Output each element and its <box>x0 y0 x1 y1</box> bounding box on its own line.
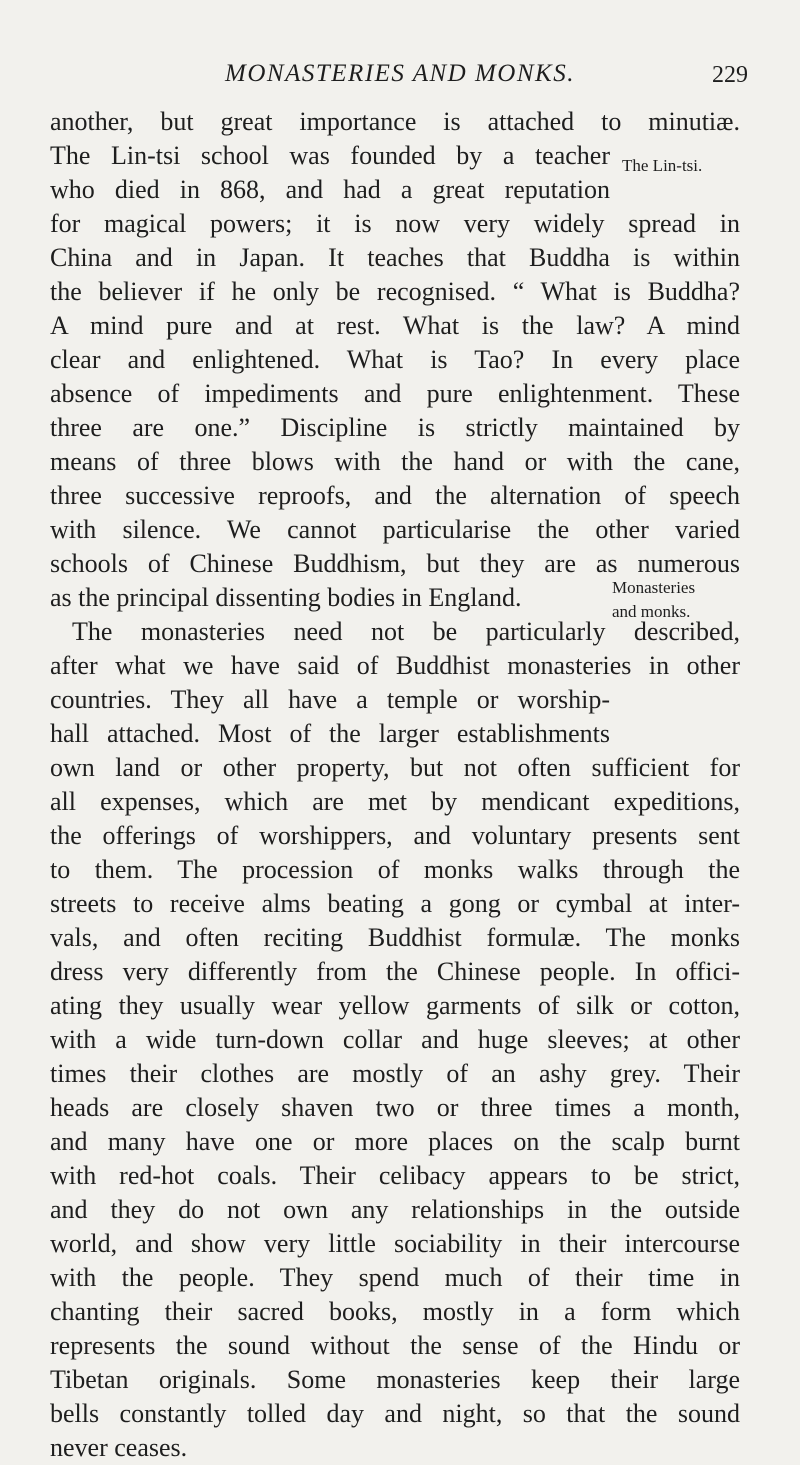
text-line: vals, and often reciting Buddhist formulæ. The monks <box>50 923 740 952</box>
text-line: never ceases. <box>50 1433 188 1462</box>
text-line: The monasteries need not be particularly described, <box>72 617 740 646</box>
text-line: ating they usually wear yellow garments of silk or cotton, <box>50 991 740 1020</box>
text-line: times their clothes are mostly of an ashy grey. Their <box>50 1059 740 1088</box>
body-text <box>50 105 740 1465</box>
text-line: three successive reproofs, and the alternation of speech <box>50 481 740 510</box>
text-line: who died in 868, and had a great reputation <box>50 175 610 204</box>
text-line: absence of impediments and pure enlightenment. These <box>50 379 740 408</box>
text-line: represents the sound without the sense of the Hindu or <box>50 1331 740 1360</box>
text-line: chanting their sacred books, mostly in a form which <box>50 1297 740 1326</box>
text-line: A mind pure and at rest. What is the law? A mind <box>50 311 740 340</box>
text-line: world, and show very little sociability in their intercourse <box>50 1229 740 1258</box>
text-line: and many have one or more places on the scalp burnt <box>50 1127 740 1156</box>
text-line: all expenses, which are met by mendicant expeditions, <box>50 787 740 816</box>
text-line: Tibetan originals. Some monasteries keep their large <box>50 1365 740 1394</box>
text-line: with a wide turn-down collar and huge sleeves; at other <box>50 1025 740 1054</box>
text-line: means of three blows with the hand or with the cane, <box>50 447 740 476</box>
text-line: and they do not own any relationships in the outside <box>50 1195 740 1224</box>
text-line: bells constantly tolled day and night, so that the sound <box>50 1399 740 1428</box>
text-line: clear and enlightened. What is Tao? In every place <box>50 345 740 374</box>
text-line: for magical powers; it is now very widely spread in <box>50 209 740 238</box>
text-line: as the principal dissenting bodies in England. <box>50 583 522 612</box>
running-head <box>0 60 800 90</box>
text-line: China and in Japan. It teaches that Buddha is within <box>50 243 740 272</box>
text-line: dress very differently from the Chinese people. In offici- <box>50 957 740 986</box>
text-line: another, but great importance is attached to minutiæ. <box>50 107 740 136</box>
text-line: after what we have said of Buddhist monasteries in other <box>50 651 740 680</box>
text-line: the believer if he only be recognised. “ What is Buddha? <box>50 277 740 306</box>
text-line: three are one.” Discipline is strictly maintained by <box>50 413 740 442</box>
text-line: with red-hot coals. Their celibacy appears to be strict, <box>50 1161 740 1190</box>
text-line: the offerings of worshippers, and voluntary presents sent <box>50 821 740 850</box>
text-line: own land or other property, but not often sufficient for <box>50 753 740 782</box>
sidenote-monasteries-line1: Monasteries <box>612 578 696 597</box>
text-line: The Lin-tsi school was founded by a teacher <box>50 141 610 170</box>
sidenote-lin-tsi: The Lin-tsi. <box>622 156 703 175</box>
sidenote-monasteries-line2: and monks. <box>612 602 691 621</box>
page-number: 229 <box>712 62 748 88</box>
text-line: countries. They all have a temple or worship- <box>50 685 610 714</box>
text-line: streets to receive alms beating a gong or cymbal at inter- <box>50 889 740 918</box>
text-line: with silence. We cannot particularise the other varied <box>50 515 740 544</box>
text-line: hall attached. Most of the larger establishments <box>50 719 610 748</box>
text-line: schools of Chinese Buddhism, but they are as numerous <box>50 549 740 578</box>
text-line: heads are closely shaven two or three times a month, <box>50 1093 740 1122</box>
text-line: to them. The procession of monks walks through the <box>50 855 740 884</box>
text-line: with the people. They spend much of their time in <box>50 1263 740 1292</box>
running-title: MONASTERIES AND MONKS. <box>225 60 575 87</box>
